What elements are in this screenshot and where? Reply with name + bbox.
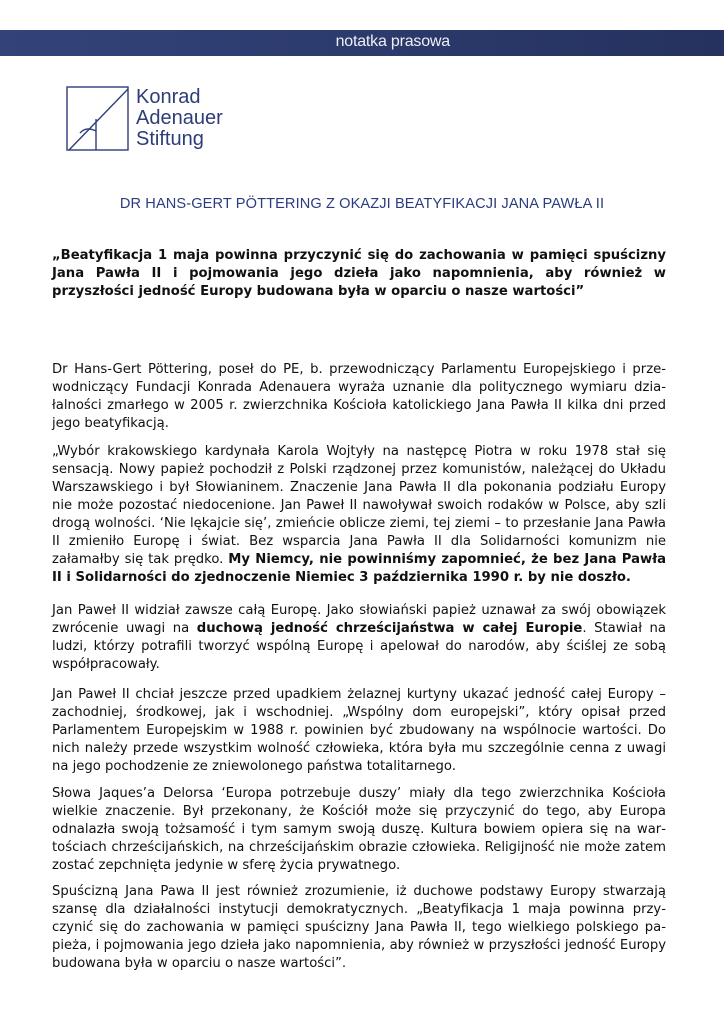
paragraph-bold-text: duchową jedność chrześcijaństwa w całej Europie bbox=[196, 621, 583, 636]
paragraph-text: Jan Paweł II chciał jeszcze przed upadkiem żelaznej kurtyny ukazać jedność całej Europy – zachodniej, środkowej, jak i wschodniej. „Wspólny dom europejski”, który opisał przed Parlamentem Europejskim w 1988 r. powinien być zbudowany na wspólnocie wartości. Do nich należy przede wszystkim wolność człowieka, która była mu szczególnie cenna z uwagi na jego pochodzenie ze zniewolonego państwa totalitarnego. bbox=[52, 687, 666, 774]
kas-logo-icon bbox=[66, 86, 130, 152]
paragraph-text: Jan Paweł II widział zawsze całą Europę. Jako słowiański papież uznawał za swój obowiązek zwrócenie uwagi na bbox=[52, 603, 666, 636]
press-release-header-band bbox=[0, 30, 724, 56]
logo-line: Stiftung bbox=[136, 128, 204, 150]
paragraph bbox=[52, 686, 666, 776]
paragraph bbox=[52, 361, 666, 433]
paragraph-bold-text: My Niemcy, nie powinniśmy zapomnieć, że bez Jana Pawła II i Solidarności do zjednoczenie Niemiec 3 października 1990 r. by nie doszło. bbox=[52, 552, 666, 585]
paragraph bbox=[52, 602, 666, 674]
paragraph-text: . Stawiał na ludzi, którzy potrafili tworzyć wspólną Europę i apelował do narodów, aby ściślej ze sobą współpracowały. bbox=[52, 621, 666, 672]
paragraph-text: Dr Hans-Gert Pöttering, poseł do PE, b. przewodniczący Parlamentu Europejskiego i przewodniczący Fundacji Konrada Adenauera wyraża uznanie dla politycznego wymiaru działalności zmarłego w 2005 r. zwierzchnika Kościoła katolickiego Jana Pawła II kilka dni przed jego beatyfikacją. bbox=[52, 362, 666, 431]
document-title: DR HANS-GERT PÖTTERING Z OKAZJI BEATYFIKACJI JANA PAWŁA II bbox=[119, 196, 605, 212]
paragraph-text: „Wybór krakowskiego kardynała Karola Wojtyły na następcę Piotra w roku 1978 stał się sensacją. Nowy papież pochodził z Polski rządzonej przez komunistów, należącej do Układu Warszawskiego i był Słowianinem. Znaczenie Jana Pawła II dla pokonania podziału Europy nie może pozostać niedocenione. Jan Paweł II nawoływał swoich rodaków w Polsce, aby szli drogą wolności. ‘Nie lękajcie się’, zmieńcie oblicze ziemi, tej ziemi – to przesłanie Jana Pawła II zmieniło Europę i świat. Bez wsparcia Jana Pawła II dla Solidarności komunizm nie załamałby się tak prędko. bbox=[52, 444, 666, 567]
paragraph-text: Słowa Jaques’a Delorsa ‘Europa potrzebuje duszy’ miały dla tego zwierzchnika Kościoła wielkie znaczenie. Był przekonany, że Kościół może się przyczynić do tego, aby Europa odnalazła swoją tożsamość i tym samym swoją duszę. Kultura bowiem opiera się na wartościach chrześcijańskich, na chrześcijańskim obrazie człowieka. Religijność nie może zatem zostać zepchnięta jedynie w sferę życia prywatnego. bbox=[52, 786, 666, 873]
paragraph bbox=[52, 883, 666, 973]
paragraph-text: Spuścizną Jana Pawa II jest również zrozumienie, iż duchowe podstawy Europy stwarzają szansę dla działalności instytucji demokratycznych. „Beatyfikacja 1 maja powinna przyczynić się do zachowania w pamięci spuścizny Jana Pawła II, tego wielkiego polskiego papieża, i pojmowania jego dzieła jako napomnienia, aby również w przyszłości jedność Europy budowana była w oparciu o nasze wartości”. bbox=[52, 884, 666, 971]
header-label: notatka prasowa bbox=[335, 33, 450, 50]
lead-quote: „Beatyfikacja 1 maja powinna przyczynić się do zachowania w pamięci spuścizny Jana Pawła II i pojmowania jego dzieła jako napomnienia, aby również w przyszłości jedność Europy budowana była w oparciu o nasze wartości” bbox=[52, 248, 666, 299]
logo-wordmark bbox=[136, 87, 246, 150]
logo-line: Konrad bbox=[136, 86, 201, 108]
kas-logo bbox=[66, 86, 236, 158]
paragraph bbox=[52, 443, 666, 587]
paragraph bbox=[52, 785, 666, 875]
logo-line: Adenauer bbox=[136, 107, 223, 129]
